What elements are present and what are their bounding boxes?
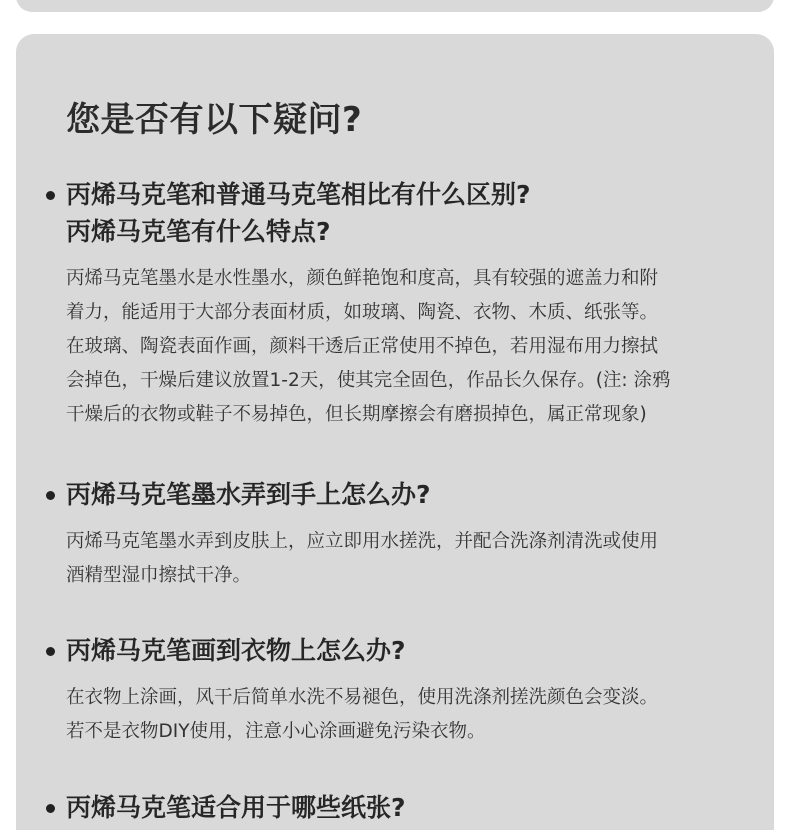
answer-text: 丙烯马克笔墨水弄到皮肤上，应立即用水搓洗，并配合洗涤剂清洗或使用 酒精型湿巾擦拭干净。 xyxy=(66,531,659,586)
question-row xyxy=(46,176,736,250)
question-text: 丙烯马克笔画到衣物上怎么办? xyxy=(66,636,406,665)
question-text: 丙烯马克笔适合用于哪些纸张? xyxy=(66,793,406,822)
faq-item xyxy=(46,476,736,593)
faq-item xyxy=(46,789,736,826)
answer-text: 丙烯马克笔墨水是水性墨水，颜色鲜艳饱和度高，具有较强的遮盖力和附 着力，能适用于大部分表面材质，如玻璃、陶瓷、衣物、木质、纸张等。 在玻璃、陶瓷表面作画，颜料干透后正常使用不掉色，若用湿布用力擦拭 会掉色，干燥后建议放置1-2天，使其完全固色，作品长久保存。(注: 涂鸦 干燥后的衣物或鞋子不易掉色，但长期摩擦会有磨损掉色，属正常现象) xyxy=(66,268,671,425)
bullet-icon xyxy=(46,491,55,500)
faq-item xyxy=(46,176,736,432)
faq-item xyxy=(46,632,736,749)
bullet-icon xyxy=(46,647,55,656)
question-text: 丙烯马克笔和普通马克笔相比有什么区别? 丙烯马克笔有什么特点? xyxy=(66,180,531,246)
question-text: 丙烯马克笔墨水弄到手上怎么办? xyxy=(66,480,431,509)
previous-card xyxy=(16,0,774,12)
answer-text: 在衣物上涂画，风干后简单水洗不易褪色，使用洗涤剂搓洗颜色会变淡。 若不是衣物DIY使用，注意小心涂画避免污染衣物。 xyxy=(66,687,659,742)
faq-title: 您是否有以下疑问? xyxy=(66,100,363,140)
question-row xyxy=(46,632,736,669)
bullet-icon xyxy=(46,804,55,813)
question-row xyxy=(46,476,736,513)
question-row xyxy=(46,789,736,826)
bullet-icon xyxy=(46,191,55,200)
